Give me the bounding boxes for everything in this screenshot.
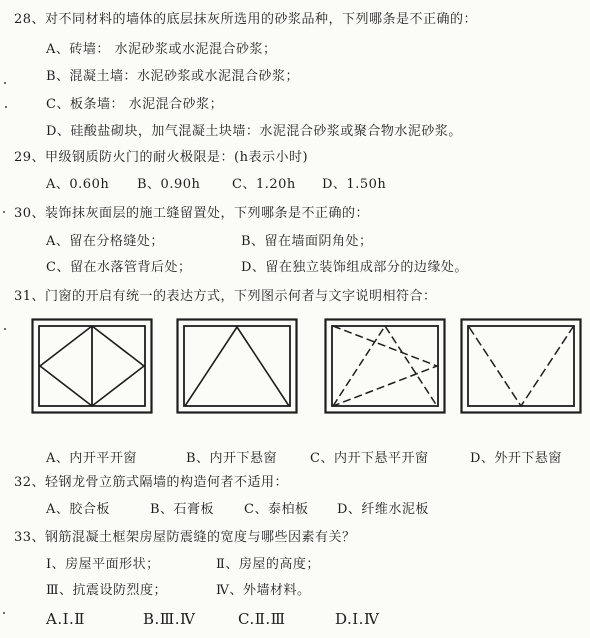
scan-speck [3, 612, 5, 614]
q31-option-d: D、外开下悬窗 [470, 451, 562, 466]
q30-option-c: C、留在水落管背后处； [46, 260, 192, 275]
q31-option-b: B、内开下悬窗 [186, 451, 278, 466]
q33-option-d: D.Ⅰ.Ⅳ [335, 610, 380, 628]
scan-speck [3, 211, 5, 213]
question-32-stem: 32、轻钢龙骨立筋式隔墙的构造何者不适用： [14, 475, 289, 490]
q32-option-b: B、石膏板 [150, 502, 215, 517]
q29-option-b: B、0.90h [137, 177, 201, 192]
q28-option-d: D、硅酸盐砌块，加气混凝土块墙：水泥混合砂浆或聚合物水泥砂浆。 [46, 124, 462, 139]
window-figure-b [176, 318, 298, 414]
q32-option-a: A、胶合板 [46, 502, 110, 517]
window-figure-c [324, 318, 446, 414]
q28-option-a: A、砖墙： 水泥砂浆或水泥混合砂浆； [46, 42, 277, 57]
question-31-stem: 31、门窗的开启有统一的表达方式，下列图示何者与文字说明相符合： [14, 289, 437, 304]
q33-item-4: Ⅳ、外墙材料。 [216, 583, 311, 598]
question-30-stem: 30、装饰抹灰面层的施工缝留置处，下列哪条是不正确的： [14, 206, 370, 221]
question-29-stem: 29、甲级钢质防火门的耐火极限是：(h表示小时) [14, 150, 309, 165]
q32-option-c: C、泰柏板 [244, 502, 309, 517]
q29-option-a: A、0.60h [46, 177, 110, 192]
q29-option-c: C、1.20h [232, 177, 296, 192]
q33-option-b: B.Ⅲ.Ⅳ [143, 610, 196, 628]
q33-option-a: A.Ⅰ.Ⅱ [46, 610, 85, 628]
question-28-stem: 28、对不同材料的墙体的底层抹灰所选用的砂浆品种，下列哪条是不正确的： [14, 12, 478, 27]
q33-item-1: Ⅰ、房屋平面形状； [46, 557, 160, 572]
q32-option-d: D、纤维水泥板 [337, 502, 429, 517]
question-33-stem: 33、钢筋混凝土框架房屋防震缝的宽度与哪些因素有关？ [14, 530, 356, 545]
q30-option-a: A、留在分格缝处； [46, 234, 164, 249]
q30-option-d: D、留在独立装饰组成部分的边缘处。 [241, 260, 468, 275]
q29-option-d: D、1.50h [322, 177, 387, 192]
q28-option-c: C、板条墙： 水泥混合砂浆； [46, 97, 224, 112]
scan-speck [4, 82, 6, 84]
window-figure-d [460, 318, 582, 414]
q33-option-c: C.Ⅱ.Ⅲ [238, 610, 286, 628]
q33-item-3: Ⅲ、抗震设防烈度； [46, 583, 168, 598]
q33-item-2: Ⅱ、房屋的高度； [216, 557, 320, 572]
window-figure-a [31, 318, 153, 414]
scan-speck [5, 106, 7, 108]
q30-option-b: B、留在墙面阴角处； [241, 234, 373, 249]
scan-speck [4, 328, 6, 330]
q31-option-a: A、内开平开窗 [46, 451, 137, 466]
q28-option-b: B、混凝土墙：水泥砂浆或水泥混合砂浆； [46, 69, 300, 84]
q31-option-c: C、内开下悬平开窗 [310, 451, 429, 466]
